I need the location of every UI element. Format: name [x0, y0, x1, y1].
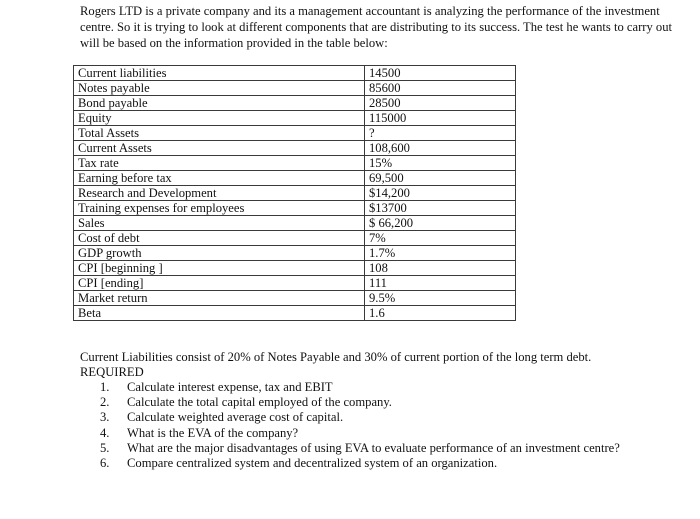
table-row: [74, 261, 516, 276]
question-number: 2.: [100, 395, 110, 410]
row-value: 85600: [365, 81, 516, 96]
financial-data-table: [73, 65, 516, 321]
table-row: [74, 96, 516, 111]
row-label: Notes payable: [74, 81, 365, 96]
row-value: 7%: [365, 231, 516, 246]
row-label: Cost of debt: [74, 231, 365, 246]
question-text: What are the major disadvantages of using EVA to evaluate performance of an investment centre?: [127, 440, 620, 455]
intro-paragraph: Rogers LTD is a private company and its a management accountant is analyzing the performance of the investment centre. So it is trying to look at different components that are distributing to its success. The test he wants to carry out will be based on the information provided in the table below:: [80, 4, 673, 50]
row-value: 108: [365, 261, 516, 276]
row-value: 9.5%: [365, 291, 516, 306]
row-label: Bond payable: [74, 96, 365, 111]
table-row: [74, 126, 516, 141]
required-heading: REQUIRED: [80, 365, 144, 379]
list-item: [100, 456, 680, 471]
table-row: [74, 171, 516, 186]
table-row: [74, 81, 516, 96]
row-label: Training expenses for employees: [74, 201, 365, 216]
question-number: 3.: [100, 410, 110, 425]
row-value: 69,500: [365, 171, 516, 186]
row-label: Tax rate: [74, 156, 365, 171]
question-number: 6.: [100, 456, 110, 471]
list-item: [100, 410, 680, 425]
row-label: GDP growth: [74, 246, 365, 261]
question-text: Calculate interest expense, tax and EBIT: [127, 380, 333, 394]
row-value: $13700: [365, 201, 516, 216]
question-number: 1.: [100, 380, 110, 394]
row-value: 1.7%: [365, 246, 516, 261]
row-value: 15%: [365, 156, 516, 171]
table-row: [74, 156, 516, 171]
row-label: Current liabilities: [74, 66, 365, 81]
table-row: [74, 66, 516, 81]
question-number: 4.: [100, 425, 110, 440]
row-value: ?: [365, 126, 516, 141]
list-item: [100, 395, 680, 410]
row-value: 14500: [365, 66, 516, 81]
row-value: 28500: [365, 96, 516, 111]
list-item: [100, 441, 680, 456]
row-value: $14,200: [365, 186, 516, 201]
table-row: [74, 111, 516, 126]
table-row: [74, 246, 516, 261]
table-row: [74, 216, 516, 231]
row-value: 115000: [365, 111, 516, 126]
row-value: $ 66,200: [365, 216, 516, 231]
row-label: CPI [beginning ]: [74, 261, 365, 276]
row-label: Equity: [74, 111, 365, 126]
row-value: 111: [365, 276, 516, 291]
list-item: [100, 426, 680, 441]
table-row: [74, 291, 516, 306]
table-row: [74, 231, 516, 246]
table-row: [74, 141, 516, 156]
table-row: [74, 276, 516, 291]
row-value: 108,600: [365, 141, 516, 156]
list-item: [100, 380, 680, 395]
question-text: Calculate weighted average cost of capital.: [127, 410, 344, 425]
question-number: 5.: [100, 440, 110, 455]
row-label: Current Assets: [74, 141, 365, 156]
row-label: Market return: [74, 291, 365, 306]
row-label: CPI [ending]: [74, 276, 365, 291]
row-label: Research and Development: [74, 186, 365, 201]
table-row: [74, 201, 516, 216]
question-text: What is the EVA of the company?: [127, 425, 299, 440]
questions-list: [100, 380, 680, 471]
table-row: [74, 186, 516, 201]
row-label: Earning before tax: [74, 171, 365, 186]
liabilities-note: Current Liabilities consist of 20% of Notes Payable and 30% of current portion of the long term debt.: [80, 350, 592, 364]
question-text: Calculate the total capital employed of the company.: [127, 395, 392, 410]
row-value: 1.6: [365, 306, 516, 321]
row-label: Beta: [74, 306, 365, 321]
row-label: Sales: [74, 216, 365, 231]
row-label: Total Assets: [74, 126, 365, 141]
table-row: [74, 306, 516, 321]
question-text: Compare centralized system and decentralized system of an organization.: [127, 456, 498, 471]
